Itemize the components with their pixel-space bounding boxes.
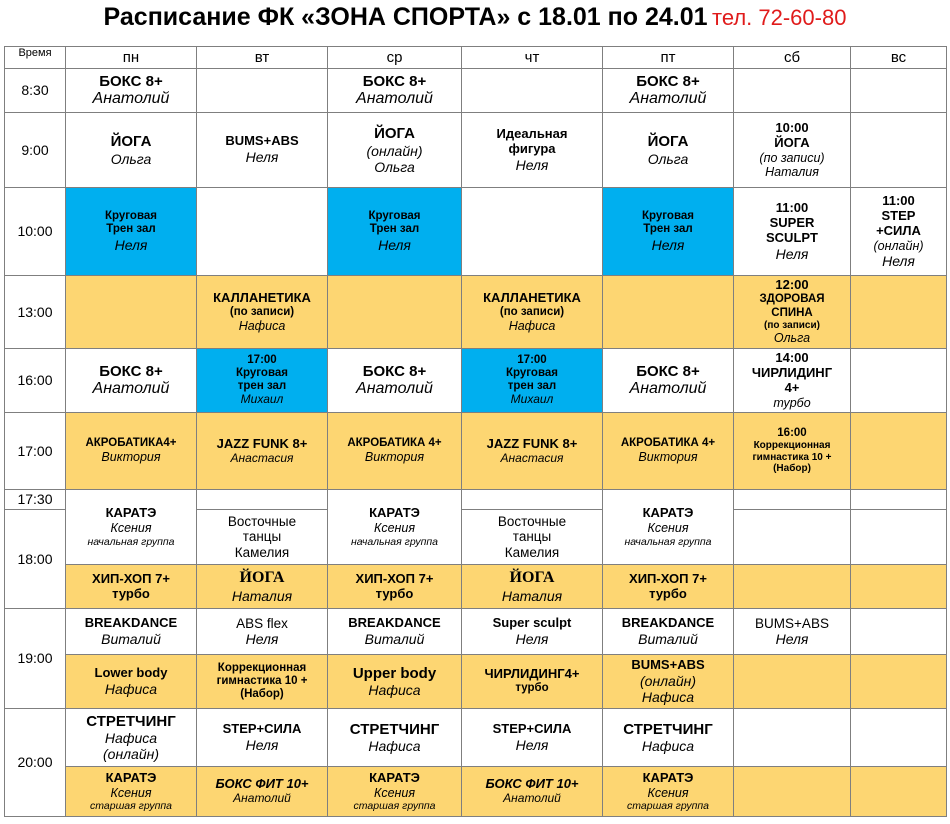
empty-cell	[851, 276, 947, 349]
day-header-sat: сб	[734, 47, 851, 69]
class-cell-step-tue	[197, 709, 328, 767]
trainer-name: Камелия	[504, 544, 560, 560]
class-cell-karate-wed	[328, 767, 462, 817]
day-header-mon: пн	[66, 47, 197, 69]
class-cell-karate-fri	[603, 490, 734, 565]
empty-cell	[734, 767, 851, 817]
empty-cell	[734, 565, 851, 609]
day-header-sun: вс	[851, 47, 947, 69]
trainer-name: Неля	[515, 630, 549, 647]
time-cell: 8:30	[5, 69, 66, 113]
empty-cell	[851, 413, 947, 490]
class-cell-bums-sat	[734, 609, 851, 655]
class-cell-corr-tue	[197, 655, 328, 709]
class-cell-absflex-tue	[197, 609, 328, 655]
trainer-name: Неля	[245, 736, 279, 753]
time-cell: 10:00	[5, 188, 66, 276]
class-cell-box-fri	[603, 69, 734, 113]
trainer-name: Нафиса	[508, 318, 556, 333]
trainer-name: Нафиса	[368, 682, 421, 699]
row-2000-a	[5, 709, 947, 767]
group-label: старшая группа	[353, 800, 436, 813]
group-label: начальная группа	[87, 535, 175, 548]
class-cell-circuit-thu	[462, 349, 603, 413]
class-name: ЙОГА	[647, 133, 689, 151]
trainer-name: Неля	[882, 253, 915, 270]
class-cell-callanetics-tue	[197, 276, 328, 349]
trainer-name: Анатолий	[233, 791, 291, 806]
class-cell-acro-wed	[328, 413, 462, 490]
empty-cell	[462, 69, 603, 113]
trainer-name: Анатолий	[92, 89, 170, 107]
class-time: 17:00	[517, 353, 547, 366]
class-cell-hiphop-mon	[66, 565, 197, 609]
class-cell-box-mon	[66, 349, 197, 413]
class-name: СТРЕТЧИНГ	[349, 720, 440, 738]
class-time: 12:00	[775, 277, 809, 293]
class-cell-lower-mon	[66, 655, 197, 709]
class-time: 10:00	[775, 119, 809, 135]
class-name: гимнастика 10 +	[216, 674, 308, 687]
class-name: СПИНА	[771, 306, 813, 319]
class-note: турбо	[515, 682, 549, 695]
trainer-name: Нафиса	[641, 688, 695, 705]
class-name: Трен зал	[643, 223, 693, 236]
empty-cell	[851, 709, 947, 767]
class-note: (онлайн)	[873, 238, 924, 253]
row-1800-b	[5, 565, 947, 609]
group-label: старшая группа	[627, 800, 709, 813]
class-name: STEP	[881, 207, 916, 223]
class-note: (онлайн)	[103, 746, 159, 763]
class-name: танцы	[512, 529, 552, 545]
class-cell-spine-sat	[734, 276, 851, 349]
empty-cell	[462, 188, 603, 276]
row-2000-b	[5, 767, 947, 817]
class-name: КАРАТЭ	[105, 769, 157, 785]
class-name: Восточные	[227, 513, 297, 529]
class-cell-boxfit-tue	[197, 767, 328, 817]
class-time: 16:00	[777, 427, 807, 440]
class-cell-stretch-wed	[328, 709, 462, 767]
class-cell-step-sun	[851, 188, 947, 276]
trainer-name: Виктория	[101, 450, 161, 465]
class-cell-break-fri	[603, 609, 734, 655]
empty-cell	[734, 709, 851, 767]
class-cell-yoga-mon	[66, 113, 197, 188]
trainer-name: Наталия	[231, 587, 293, 604]
class-cell-karate-wed	[328, 490, 462, 565]
trainer-name: Неля	[245, 149, 279, 166]
class-name: ЧИРЛИДИНГ	[751, 364, 833, 380]
class-name: АКРОБАТИКА 4+	[347, 437, 442, 450]
empty-cell	[197, 69, 328, 113]
class-cell-upper-wed	[328, 655, 462, 709]
class-cell-box-fri	[603, 349, 734, 413]
class-name: SUPER	[769, 214, 815, 230]
class-cell-circuit-fri	[603, 188, 734, 276]
row-0830	[5, 69, 947, 113]
phone-number: тел. 72-60-80	[711, 5, 847, 30]
class-cell-jazz-thu	[462, 413, 603, 490]
empty-cell	[851, 113, 947, 188]
trainer-name: Нафиса	[641, 738, 695, 755]
class-name: ХИП-ХОП 7+	[355, 570, 434, 586]
class-name: Трен зал	[369, 223, 420, 236]
trainer-name: Наталия	[765, 164, 819, 179]
time-cell: 20:00	[5, 709, 66, 817]
class-name: STEP+СИЛА	[492, 720, 572, 736]
day-header-fri: пт	[603, 47, 734, 69]
trainer-name: Анатолий	[356, 89, 433, 107]
empty-cell	[851, 655, 947, 709]
trainer-name: Анатолий	[629, 379, 707, 397]
class-cell-oriental-tue	[197, 510, 328, 565]
class-cell-jazz-tue	[197, 413, 328, 490]
class-name: фигура	[508, 140, 556, 156]
class-name: БОКС ФИТ 10+	[215, 776, 309, 792]
class-cell-circuit-wed	[328, 188, 462, 276]
schedule-table	[4, 46, 947, 817]
row-1730	[5, 490, 947, 510]
class-cell-yoga-wed	[328, 113, 462, 188]
class-cell-box-wed	[328, 349, 462, 413]
time-cell: 16:00	[5, 349, 66, 413]
trainer-name: Неля	[775, 631, 809, 648]
trainer-name: Нафиса	[368, 738, 421, 755]
class-name: трен зал	[237, 380, 287, 393]
row-1900-b	[5, 655, 947, 709]
class-time: 11:00	[775, 200, 809, 216]
class-time: 11:00	[882, 192, 915, 208]
class-name: JAZZ FUNK 8+	[216, 435, 308, 451]
class-name: ХИП-ХОП 7+	[92, 570, 170, 586]
class-name: КАЛЛАНЕТИКА	[483, 289, 581, 305]
trainer-name: Анатолий	[503, 791, 561, 806]
trainer-name: Ольга	[110, 150, 152, 167]
class-name: трен зал	[507, 380, 557, 393]
class-name: БОКС 8+	[636, 362, 700, 380]
time-cell: 18:00	[5, 510, 66, 609]
class-cell-hiphop-fri	[603, 565, 734, 609]
day-header-wed: ср	[328, 47, 462, 69]
trainer-name: Неля	[515, 156, 549, 173]
group-label: начальная группа	[624, 535, 712, 548]
row-1600	[5, 349, 947, 413]
class-name: Круговая	[506, 366, 558, 379]
class-name: Круговая	[105, 210, 157, 223]
class-note: (по записи)	[229, 305, 295, 318]
trainer-name: Виктория	[638, 450, 698, 465]
class-note: (онлайн)	[366, 142, 423, 159]
class-name: STEP+СИЛА	[222, 720, 302, 736]
empty-cell	[851, 510, 947, 565]
day-header-thu: чт	[462, 47, 603, 69]
class-name: ЙОГА	[239, 569, 285, 587]
class-name: BUMS+ABS	[631, 656, 705, 672]
header-row	[5, 47, 947, 69]
trainer-name: Неля	[114, 236, 148, 253]
class-note: (по записи)	[759, 150, 825, 165]
trainer-name: Ксения	[110, 521, 152, 536]
class-name: ЧИРЛИДИНГ4+	[484, 666, 580, 682]
class-cell-sculpt-sat	[734, 188, 851, 276]
day-header-tue: вт	[197, 47, 328, 69]
trainer-name: Ольга	[647, 150, 689, 167]
class-name: Super sculpt	[492, 614, 572, 630]
class-name: ЙОГА	[509, 569, 555, 587]
class-name: Коррекционная	[753, 440, 831, 452]
group-label: начальная группа	[351, 535, 438, 548]
class-name: 4+	[784, 379, 800, 395]
class-name: Upper body	[352, 664, 437, 682]
empty-cell	[734, 490, 851, 510]
empty-cell	[734, 69, 851, 113]
class-time: 17:00	[247, 353, 277, 366]
trainer-name: Неля	[245, 631, 279, 648]
class-name: гимнастика 10 +	[752, 451, 832, 463]
class-name: +СИЛА	[876, 222, 921, 238]
trainer-name: Ксения	[647, 785, 689, 800]
empty-cell	[197, 490, 328, 510]
class-name: Круговая	[236, 366, 288, 379]
time-cell: 13:00	[5, 276, 66, 349]
class-name: КАРАТЭ	[642, 769, 694, 785]
class-name: Lower body	[94, 664, 168, 680]
empty-cell	[851, 565, 947, 609]
trainer-name: Неля	[651, 236, 685, 253]
class-name: АКРОБАТИКА 4+	[620, 437, 716, 450]
class-name: КАРАТЭ	[105, 505, 157, 521]
trainer-name: Ксения	[647, 521, 689, 536]
class-name: Коррекционная	[217, 661, 307, 674]
empty-cell	[603, 276, 734, 349]
class-cell-sculpt-thu	[462, 609, 603, 655]
class-cell-bums-tue	[197, 113, 328, 188]
class-name: ЙОГА	[110, 133, 152, 151]
empty-cell	[734, 655, 851, 709]
class-time: 14:00	[775, 349, 809, 365]
trainer-name: Неля	[775, 245, 809, 262]
class-name: БОКС 8+	[362, 362, 427, 380]
class-cell-karate-fri	[603, 767, 734, 817]
trainer-name: Наталия	[501, 587, 563, 604]
trainer-name: Ольга	[773, 331, 811, 346]
class-cell-box-mon	[66, 69, 197, 113]
class-name: JAZZ FUNK 8+	[486, 435, 578, 451]
class-cell-stretch-fri	[603, 709, 734, 767]
class-name: Идеальная	[496, 126, 568, 142]
empty-cell	[851, 69, 947, 113]
class-name: SCULPT	[766, 229, 818, 245]
class-name: СТРЕТЧИНГ	[86, 712, 176, 730]
trainer-name: Камелия	[234, 544, 290, 560]
class-note: (по записи)	[499, 305, 565, 318]
class-name: ЙОГА	[774, 134, 810, 150]
row-1300	[5, 276, 947, 349]
class-name: БОКС 8+	[636, 72, 700, 90]
trainer-name: Ксения	[373, 785, 416, 800]
class-name: БОКС ФИТ 10+	[485, 776, 579, 792]
class-cell-karate-mon	[66, 490, 197, 565]
empty-cell	[851, 609, 947, 655]
trainer-name: Виктория	[364, 450, 425, 465]
time-cell: 17:30	[5, 490, 66, 510]
empty-cell	[328, 276, 462, 349]
trainer-name: Михаил	[510, 392, 554, 407]
trainer-name: турбо	[773, 395, 811, 410]
trainer-name: Михаил	[240, 392, 284, 407]
class-cell-circuit-tue	[197, 349, 328, 413]
empty-cell	[851, 349, 947, 413]
class-name: ЗДОРОВАЯ	[759, 293, 825, 306]
class-cell-acro-mon	[66, 413, 197, 490]
class-name: Круговая	[368, 210, 421, 223]
trainer-name: Виталий	[101, 630, 161, 647]
trainer-name: Виталий	[364, 630, 425, 647]
trainer-name: Анастасия	[230, 450, 294, 465]
class-name: БОКС 8+	[99, 362, 163, 380]
class-name: BREAKDANCE	[84, 614, 178, 630]
class-name: КАРАТЭ	[369, 769, 420, 785]
class-name: турбо	[649, 585, 687, 601]
empty-cell	[851, 767, 947, 817]
class-name: ABS flex	[236, 615, 288, 631]
empty-cell	[734, 510, 851, 565]
row-1000	[5, 188, 947, 276]
class-cell-karate-mon	[66, 767, 197, 817]
class-name: АКРОБАТИКА4+	[85, 437, 177, 450]
trainer-name: Неля	[378, 236, 411, 253]
class-cell-boxfit-thu	[462, 767, 603, 817]
time-cell: 19:00	[5, 609, 66, 709]
trainer-name: Анастасия	[500, 450, 564, 465]
class-note: (по записи)	[764, 319, 820, 331]
class-cell-stretch-mon	[66, 709, 197, 767]
class-name: BUMS+ABS	[755, 615, 829, 631]
trainer-name: Анатолий	[629, 89, 707, 107]
class-cell-bums-fri	[603, 655, 734, 709]
row-1700	[5, 413, 947, 490]
class-name: БОКС 8+	[362, 72, 427, 90]
empty-cell	[66, 276, 197, 349]
class-name: ЙОГА	[374, 125, 415, 143]
class-cell-cheer-thu	[462, 655, 603, 709]
class-cell-step-thu	[462, 709, 603, 767]
class-name: БОКС 8+	[99, 72, 163, 90]
row-1900-a	[5, 609, 947, 655]
class-name: турбо	[375, 585, 414, 601]
trainer-name: Ксения	[373, 521, 416, 536]
class-name: КАРАТЭ	[369, 505, 420, 521]
class-cell-break-mon	[66, 609, 197, 655]
class-name: турбо	[112, 585, 150, 601]
trainer-name: Неля	[515, 736, 549, 753]
class-cell-yoga-sat	[734, 113, 851, 188]
trainer-name: Нафиса	[104, 680, 158, 697]
group-label: старшая группа	[90, 800, 172, 813]
time-column-header: Время	[5, 47, 66, 69]
class-cell-box-wed	[328, 69, 462, 113]
trainer-name: Виталий	[638, 630, 698, 647]
trainer-name: Анатолий	[356, 379, 433, 397]
class-name: ХИП-ХОП 7+	[629, 570, 707, 586]
class-name: КАРАТЭ	[642, 505, 694, 521]
page-title	[0, 0, 950, 34]
trainer-name: Нафиса	[104, 730, 158, 747]
class-cell-circuit-mon	[66, 188, 197, 276]
class-cell-ideal-thu	[462, 113, 603, 188]
schedule-title: Расписание ФК «ЗОНА СПОРТА» с 18.01 по 24.01	[103, 3, 708, 31]
time-cell: 9:00	[5, 113, 66, 188]
empty-cell	[462, 490, 603, 510]
class-name: КАЛЛАНЕТИКА	[213, 289, 311, 305]
class-name: СТРЕТЧИНГ	[623, 720, 713, 738]
class-name: Трен зал	[106, 223, 156, 236]
class-name: BREAKDANCE	[621, 614, 715, 630]
trainer-name: Анатолий	[92, 379, 170, 397]
class-name: Восточные	[497, 513, 567, 529]
class-note: (Набор)	[240, 688, 284, 701]
trainer-name: Ольга	[374, 158, 415, 175]
class-cell-oriental-thu	[462, 510, 603, 565]
trainer-name: Нафиса	[238, 318, 286, 333]
class-name: Круговая	[642, 210, 694, 223]
class-name: танцы	[242, 529, 282, 545]
empty-cell	[197, 188, 328, 276]
class-cell-acro-fri	[603, 413, 734, 490]
empty-cell	[851, 490, 947, 510]
class-cell-yoga-thu	[462, 565, 603, 609]
class-name: BUMS+ABS	[225, 133, 299, 149]
time-cell: 17:00	[5, 413, 66, 490]
class-cell-callanetics-thu	[462, 276, 603, 349]
class-note: (Набор)	[773, 463, 811, 475]
class-note: (онлайн)	[640, 672, 696, 689]
class-cell-corr-sat	[734, 413, 851, 490]
class-name: BREAKDANCE	[348, 614, 441, 630]
trainer-name: Ксения	[110, 785, 152, 800]
class-cell-yoga-fri	[603, 113, 734, 188]
class-cell-yoga-tue	[197, 565, 328, 609]
class-cell-cheer-sat	[734, 349, 851, 413]
class-cell-hiphop-wed	[328, 565, 462, 609]
class-cell-break-wed	[328, 609, 462, 655]
row-0900	[5, 113, 947, 188]
